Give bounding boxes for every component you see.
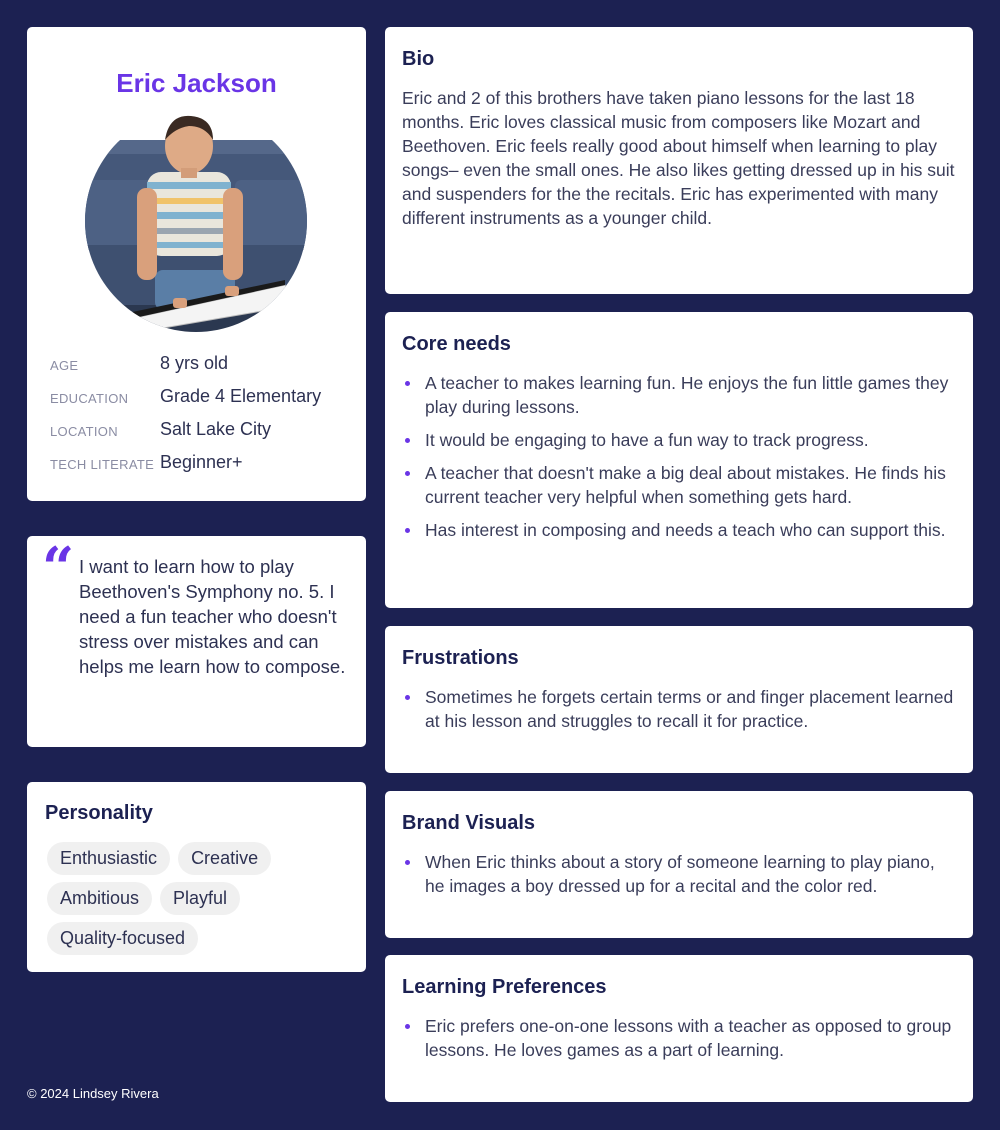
learning-preferences-list (402, 1014, 958, 1071)
fact-education (50, 386, 350, 419)
learning-preferences-card (385, 955, 973, 1102)
list-item: Has interest in composing and needs a teach who can support this. (402, 518, 958, 542)
personality-title: Personality (45, 802, 153, 824)
quote-text: I want to learn how to play Beethoven's Symphony no. 5. I need a fun teacher who doesn't stress over mistakes and can helps me learn how to compose. (79, 556, 346, 677)
profile-card (27, 27, 366, 501)
persona-name: Eric Jackson (116, 68, 277, 98)
fact-label: EDUCATION (50, 391, 129, 406)
frustrations-card (385, 626, 973, 773)
fact-label: TECH LITERATE (50, 457, 155, 472)
core-needs-list (402, 371, 958, 551)
fact-value: Salt Lake City (160, 419, 272, 439)
list-item: When Eric thinks about a story of someone learning to play piano, he images a boy dressed up for a recital and the color red. (402, 850, 958, 898)
fact-location (50, 419, 350, 452)
list-item: Eric prefers one-on-one lessons with a teacher as opposed to group lessons. He loves games as a part of learning. (402, 1014, 958, 1062)
fact-value: Beginner+ (160, 452, 243, 472)
learning-preferences-title: Learning Preferences (402, 976, 607, 998)
copyright-footer: © 2024 Lindsey Rivera (27, 1086, 159, 1101)
personality-tag: Playful (160, 882, 240, 915)
personality-tag: Ambitious (47, 882, 152, 915)
brand-visuals-card (385, 791, 973, 938)
personality-tag: Creative (178, 842, 271, 875)
frustrations-list (402, 685, 958, 742)
quote-card (27, 536, 366, 747)
bio-text: Eric and 2 of this brothers have taken piano lessons for the last 18 months. Eric loves classical music from composers like Mozart and Beethoven. Eric feels really good about himself when learning to play songs– even the small ones. He also likes getting dressed up in his suit and suspenders for the the recitals. Eric has experimented with many different instruments as a younger child. (402, 88, 955, 228)
fact-label: LOCATION (50, 424, 118, 439)
brand-visuals-list (402, 850, 958, 907)
fact-tech-literate (50, 452, 350, 485)
bio-title: Bio (402, 48, 435, 70)
fact-label: AGE (50, 358, 79, 373)
persona-facts (50, 353, 350, 485)
list-item: Sometimes he forgets certain terms or and finger placement learned at his lesson and struggles to recall it for practice. (402, 685, 958, 733)
quote-mark-icon: “ (42, 535, 75, 601)
personality-tag: Quality-focused (47, 922, 198, 955)
boy-at-piano-illustration (85, 110, 307, 332)
core-needs-title: Core needs (402, 333, 511, 355)
persona-photo (85, 110, 307, 332)
core-needs-card (385, 312, 973, 608)
fact-value: Grade 4 Elementary (160, 386, 322, 406)
fact-age (50, 353, 350, 386)
bio-card (385, 27, 973, 294)
list-item: A teacher to makes learning fun. He enjoys the fun little games they play during lessons. (402, 371, 958, 419)
fact-value: 8 yrs old (160, 353, 229, 373)
frustrations-title: Frustrations (402, 647, 519, 669)
personality-tag: Enthusiastic (47, 842, 170, 875)
list-item: It would be engaging to have a fun way to track progress. (402, 428, 958, 452)
personality-card (27, 782, 366, 972)
brand-visuals-title: Brand Visuals (402, 812, 536, 834)
list-item: A teacher that doesn't make a big deal about mistakes. He finds his current teacher very helpful when something gets hard. (402, 461, 958, 509)
personality-tags (47, 842, 347, 962)
